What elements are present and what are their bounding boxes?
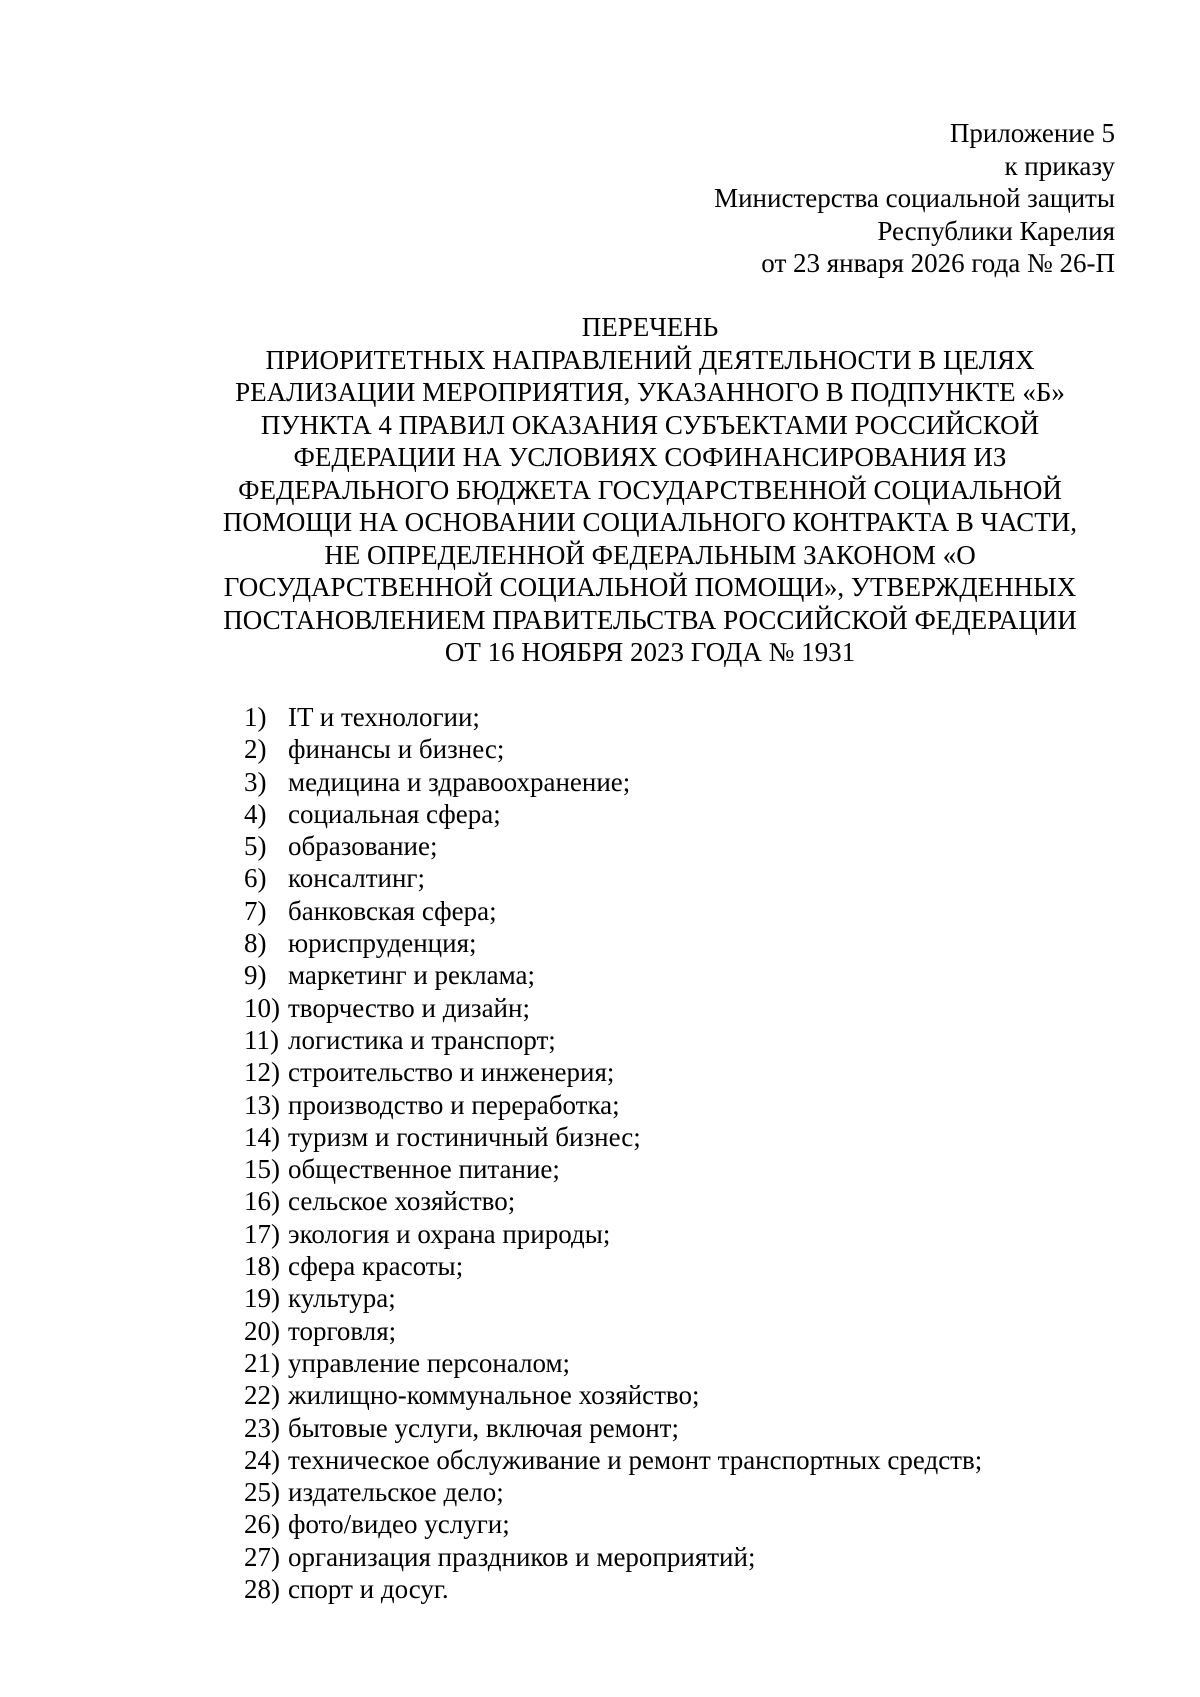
list-item-text: творчество и дизайн; (288, 992, 530, 1023)
list-item-text: IT и технологии; (288, 702, 480, 732)
list-item-text: банковская сфера; (288, 895, 497, 926)
title-line: ГОСУДАРСТВЕННОЙ СОЦИАЛЬНОЙ ПОМОЩИ», УТВЕРЖДЕННЫХ (223, 572, 1077, 602)
list-item-number: 24) (244, 1444, 280, 1475)
list-item-text: общественное питание; (288, 1154, 560, 1185)
list-item-text: сфера красоты; (288, 1251, 464, 1282)
title-line: ФЕДЕРАЦИИ НА УСЛОВИЯХ СОФИНАНСИРОВАНИЯ ИЗ (293, 442, 1007, 472)
list-item-number: 17) (244, 1218, 280, 1249)
appendix-line: от 23 января 2026 года № 26-П (761, 248, 1115, 278)
list-item (244, 1121, 982, 1153)
list-item-text: консалтинг; (288, 863, 425, 894)
list-item-text: маркетинг и реклама; (288, 960, 535, 991)
list-item (244, 862, 982, 894)
list-item-number: 22) (244, 1380, 280, 1411)
list-item-number: 11) (244, 1024, 279, 1055)
list-item (244, 733, 982, 765)
document-title (150, 311, 1150, 669)
title-line: ПОСТАНОВЛЕНИЕМ ПРАВИТЕЛЬСТВА РОССИЙСКОЙ ФЕДЕРАЦИИ (223, 604, 1077, 635)
list-item-number: 15) (244, 1154, 280, 1185)
list-item-number: 19) (244, 1283, 280, 1314)
list-item (244, 1508, 982, 1540)
list-item-text: издательское дело; (288, 1477, 504, 1508)
list-item-text: логистика и транспорт; (288, 1024, 556, 1055)
appendix-line: Республики Карелия (877, 215, 1115, 246)
list-item (244, 766, 982, 798)
list-item-text: сельское хозяйство; (288, 1186, 516, 1217)
list-item (244, 895, 982, 927)
list-item (244, 1379, 982, 1411)
list-item-number: 14) (244, 1121, 280, 1152)
list-item-number: 7) (244, 895, 267, 926)
list-item-number: 4) (244, 798, 267, 829)
list-item-text: экология и охрана природы; (288, 1218, 611, 1249)
list-item-text: техническое обслуживание и ремонт транспортных средств; (288, 1444, 983, 1475)
list-item-number: 8) (244, 928, 267, 959)
list-item (244, 959, 982, 991)
list-item-text: финансы и бизнес; (288, 734, 505, 765)
list-item-text: бытовые услуги, включая ремонт; (288, 1412, 679, 1443)
list-item-number: 1) (244, 702, 267, 732)
appendix-line: Приложение 5 (949, 118, 1115, 148)
priority-directions-list (244, 701, 982, 1605)
list-item-text: производство и переработка; (288, 1089, 620, 1120)
title-line: ФЕДЕРАЛЬНОГО БЮДЖЕТА ГОСУДАРСТВЕННОЙ СОЦИАЛЬНОЙ (238, 474, 1062, 505)
title-line: ПЕРЕЧЕНЬ (581, 312, 719, 342)
list-item-number: 12) (244, 1057, 280, 1088)
list-item-text: туризм и гостиничный бизнес; (288, 1121, 641, 1152)
list-item-number: 9) (244, 960, 267, 991)
list-item-number: 5) (244, 831, 267, 862)
list-item (244, 927, 982, 959)
appendix-line: к приказу (1004, 150, 1115, 181)
appendix-reference (714, 117, 1115, 280)
title-line: ПОМОЩИ НА ОСНОВАНИИ СОЦИАЛЬНОГО КОНТРАКТА В ЧАСТИ, (222, 507, 1078, 537)
list-item-text: медицина и здравоохранение; (288, 766, 631, 797)
list-item (244, 1573, 982, 1605)
list-item-text: культура; (288, 1283, 396, 1314)
list-item-text: жилищно-коммунальное хозяйство; (288, 1380, 700, 1411)
list-item (244, 1056, 982, 1088)
list-item (244, 1089, 982, 1121)
list-item (244, 1315, 982, 1347)
appendix-line: Министерства социальной защиты (714, 183, 1115, 213)
list-item (244, 1412, 982, 1444)
list-item (244, 1250, 982, 1282)
list-item-number: 10) (244, 992, 280, 1023)
list-item-text: образование; (288, 831, 438, 862)
list-item (244, 1185, 982, 1217)
title-line: ПРИОРИТЕТНЫХ НАПРАВЛЕНИЙ ДЕЯТЕЛЬНОСТИ В ЦЕЛЯХ (265, 344, 1035, 375)
list-item-text: управление персоналом; (288, 1347, 571, 1378)
list-item (244, 1541, 982, 1573)
list-item-text: организация праздников и мероприятий; (288, 1541, 756, 1572)
list-item-number: 2) (244, 734, 267, 765)
list-item-text: строительство и инженерия; (288, 1057, 615, 1088)
list-item-text: социальная сфера; (288, 798, 501, 829)
list-item-number: 25) (244, 1477, 280, 1508)
list-item-number: 23) (244, 1412, 280, 1443)
list-item (244, 1024, 982, 1056)
list-item-number: 20) (244, 1315, 280, 1346)
title-line: ПУНКТА 4 ПРАВИЛ ОКАЗАНИЯ СУБЪЕКТАМИ РОССИЙСКОЙ (260, 409, 1040, 440)
list-item-number: 26) (244, 1509, 280, 1540)
list-item (244, 701, 982, 733)
title-line: ОТ 16 НОЯБРЯ 2023 ГОДА № 1931 (444, 637, 856, 667)
list-item (244, 1218, 982, 1250)
list-item-number: 28) (244, 1574, 280, 1605)
list-item-number: 16) (244, 1186, 280, 1217)
list-item-text: торговля; (288, 1315, 397, 1346)
list-item-number: 27) (244, 1541, 280, 1572)
list-item-number: 6) (244, 863, 267, 894)
list-item-number: 21) (244, 1347, 280, 1378)
list-item (244, 1153, 982, 1185)
list-item-number: 18) (244, 1251, 280, 1282)
list-item-text: спорт и досуг. (288, 1574, 449, 1605)
list-item (244, 798, 982, 830)
list-item (244, 992, 982, 1024)
list-item-text: юриспруденция; (288, 928, 477, 959)
title-line: РЕАЛИЗАЦИИ МЕРОПРИЯТИЯ, УКАЗАННОГО В ПОДПУНКТЕ «Б» (235, 377, 1065, 407)
list-item-number: 13) (244, 1089, 280, 1120)
title-line: НЕ ОПРЕДЕЛЕННОЙ ФЕДЕРАЛЬНЫМ ЗАКОНОМ «О (324, 539, 976, 570)
list-item (244, 1444, 982, 1476)
list-item-number: 3) (244, 766, 267, 797)
list-item (244, 1347, 982, 1379)
list-item-text: фото/видео услуги; (288, 1509, 510, 1540)
list-item (244, 830, 982, 862)
list-item (244, 1282, 982, 1314)
list-item (244, 1476, 982, 1508)
